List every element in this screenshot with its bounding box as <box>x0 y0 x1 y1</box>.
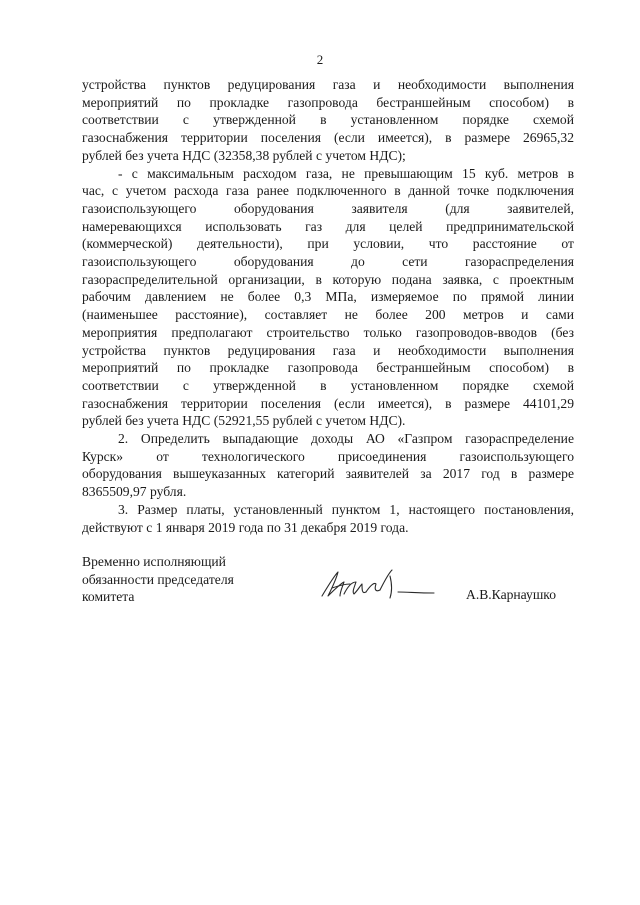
text-line: соответствии с утвержденной в установленном порядке схемой <box>82 377 574 393</box>
text-line: газоиспользующего оборудования до сети газораспределения <box>82 254 574 270</box>
text-line: газоснабжения территории поселения (если имеется), в размере 26965,32 <box>82 130 574 146</box>
text-line: (коммерческой) деятельности), при условии, что расстояние от <box>82 236 574 252</box>
text-line: оборудования вышеуказанных категорий заявителей за 2017 год в размере <box>82 466 574 482</box>
text-line: газораспределительной организации, в которую подана заявка, с проектным <box>82 271 574 287</box>
text-line: газоснабжения территории поселения (если имеется), в размере 44101,29 <box>82 395 574 411</box>
text-line: 3. Размер платы, установленный пунктом 1, настоящего постановления, <box>118 501 574 517</box>
paragraph-item-3 <box>82 501 574 536</box>
signatory-title <box>82 553 282 606</box>
text-line: рублей без учета НДС (32358,38 рублей с учетом НДС); <box>82 147 406 163</box>
text-line: мероприятий по прокладке газопровода бестраншейным способом) в <box>82 94 574 110</box>
text-line: намеревающихся использовать газ для целей предпринимательской <box>82 218 574 234</box>
text-line: соответствии с утвержденной в установленном порядке схемой <box>82 112 574 128</box>
text-line: мероприятий по прокладке газопровода бестраншейным способом) в <box>82 360 574 376</box>
text-line: устройства пунктов редуцирования газа и необходимости выполнения <box>82 77 574 92</box>
text-line: 2. Определить выпадающие доходы АО «Газпром газораспределение <box>118 431 574 447</box>
signatory-title-line: комитета <box>82 589 135 605</box>
text-line: час, с учетом расхода газа ранее подключенного в данной точке подключения <box>82 183 574 199</box>
handwritten-signature <box>318 562 438 606</box>
signatory-title-line: обязанности председателя <box>82 571 234 587</box>
text-line: мероприятия предполагают строительство только газопроводов-вводов (без <box>82 324 574 340</box>
text-line: действуют с 1 января 2019 года по 31 декабря 2019 года. <box>82 519 409 535</box>
text-line: 8365509,97 рубля. <box>82 484 187 500</box>
document-body <box>82 76 574 536</box>
text-line: рублей без учета НДС (52921,55 рублей с учетом НДС). <box>82 413 406 429</box>
paragraph-max-15-cubic-meters <box>82 165 574 431</box>
text-line: (наименьшее расстояние), составляет не более 200 метров и сами <box>82 307 574 323</box>
signatory-title-line: Временно исполняющий <box>82 554 226 569</box>
text-line: рабочим давлением не более 0,3 МПа, измеряемое по прямой линии <box>82 289 574 305</box>
text-line: газоиспользующего оборудования заявителя (для заявителей, <box>82 200 574 216</box>
signer-name: А.В.Карнаушко <box>466 587 556 602</box>
text-line: Курск» от технологического присоединения газоиспользующего <box>82 448 574 464</box>
text-line: - с максимальным расходом газа, не превышающим 15 куб. метров в <box>118 165 574 181</box>
page-number: 2 <box>316 52 324 67</box>
paragraph-continuation <box>82 76 574 165</box>
text-line: устройства пунктов редуцирования газа и необходимости выполнения <box>82 342 574 358</box>
paragraph-item-2 <box>82 430 574 501</box>
